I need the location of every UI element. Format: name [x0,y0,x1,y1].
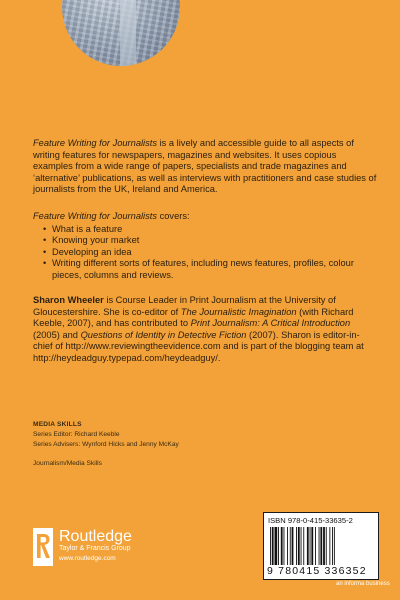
publisher-name: Routledge [59,528,132,545]
covers-list [33,224,378,282]
series-name: MEDIA SKILLS [33,421,82,428]
list-item: • Developing an idea [43,247,378,259]
intro-paragraph [33,138,378,196]
author-bio [33,295,378,365]
author-name: Sharon Wheeler [33,295,104,305]
bio-book-3: Questions of Identity in Detective Fiction [80,329,247,340]
covers-section [33,211,378,282]
bio-book-1: The Journalistic Imagination [180,306,297,317]
routledge-r-icon [33,528,53,566]
bio-book-2: Print Journalism: A Critical Introduction [190,318,351,329]
intro-description: is a lively and accessible guide to all aspects of writing features for newspapers, magazines and websites. It uses copious examples from a wide range of papers, specialists and trade magazines and ‘alternative’ publications, as well as interviews with practitioners and case studies of journalists from the UK, Ireland and America. [33,138,377,195]
series-editor: Series Editor: Richard Keeble [33,431,120,438]
series-advisers: Series Advisers: Wynford Hicks and Jenny McKay [33,441,179,448]
bio-part-2: (with Richard Keeble, 2007), and has contributed to [33,306,354,329]
publisher-url: www.routledge.com [59,555,116,562]
informa-tagline: an informa business [336,581,390,587]
photo-highlight [120,0,136,66]
isbn-label: ISBN 978-0-415-33635-2 [268,516,353,525]
isbn-barcode [263,512,379,580]
list-item: • What is a feature [43,224,378,236]
book-title: Feature Writing for Journalists [33,138,158,148]
list-item: • Knowing your market [43,235,378,247]
subject-category: Journalism/Media Skills [33,460,102,467]
covers-book-title: Feature Writing for Journalists [33,211,158,221]
publisher-group: Taylor & Francis Group [59,545,131,552]
barcode-digits: 9 780415 336352 [267,565,367,577]
bio-part-3: (2005) and [33,329,78,340]
cover-photo-circle [62,0,180,66]
covers-suffix: covers: [159,211,190,221]
list-item: • Writing different sorts of features, including news features, profiles, colour pieces, columns and reviews. [43,258,378,281]
publisher-logo [33,528,193,582]
bio-part-4: (2007). Sharon is editor-in-chief of http://www.reviewingtheevidence.com and is part of the blogging team at http://heydeadguy.typepad.com/heydeadguy/. [33,329,364,363]
bio-part-1: is Course Leader in Print Journalism at the University of Gloucestershire. She is co-editor of [33,295,336,317]
barcode-bars [268,527,374,567]
